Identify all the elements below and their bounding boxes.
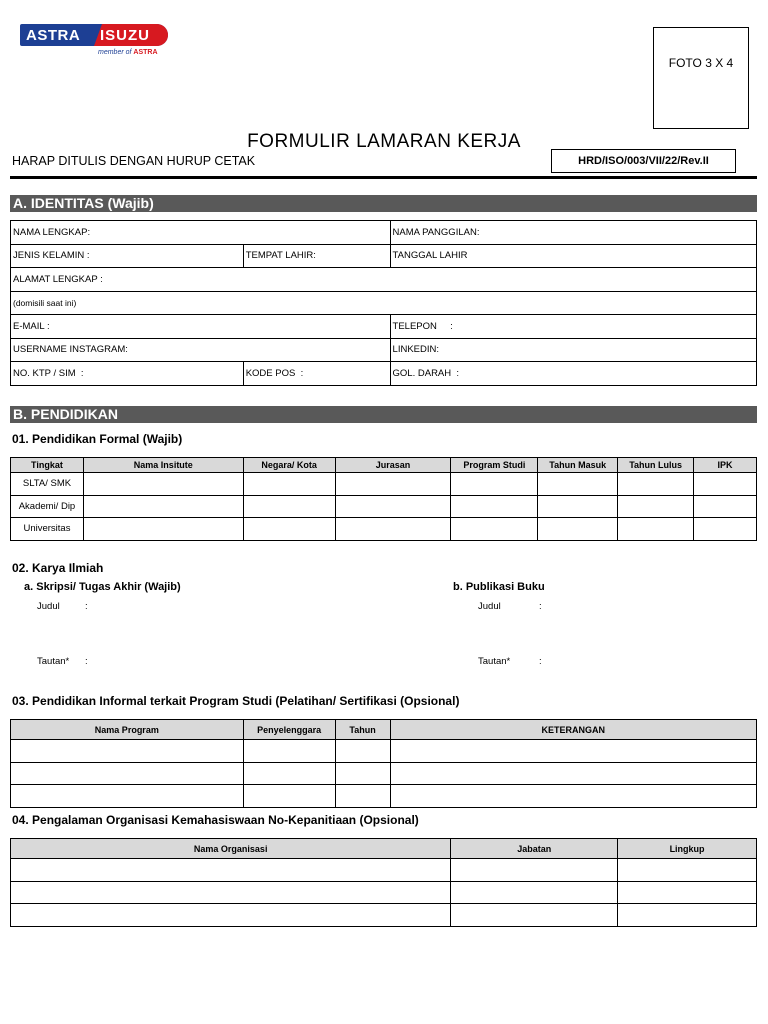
col-program-studi: Program Studi: [451, 458, 538, 473]
logo-isuzu-text: ISUZU: [100, 27, 150, 44]
cell[interactable]: [694, 495, 757, 518]
kode-pos-field[interactable]: KODE POS :: [243, 362, 390, 386]
organization-table: [10, 838, 757, 927]
organization-experience-title: 04. Pengalaman Organisasi Kemahasiswaan No-Kepanitiaan (Opsional): [12, 813, 419, 827]
jenis-kelamin-field[interactable]: JENIS KELAMIN :: [11, 244, 244, 268]
skripsi-title: a. Skripsi/ Tugas Akhir (Wajib): [24, 581, 181, 593]
table-row: [11, 859, 757, 882]
cell[interactable]: [11, 859, 451, 882]
table-row: [11, 785, 757, 808]
cell[interactable]: [618, 518, 694, 541]
cell[interactable]: [390, 762, 756, 785]
cell[interactable]: [83, 473, 243, 496]
table-header-row: [11, 720, 757, 740]
col-nama-program: Nama Program: [11, 720, 244, 740]
col-nama-organisasi: Nama Organisasi: [11, 839, 451, 859]
table-row: [11, 881, 757, 904]
identity-table: [10, 220, 757, 386]
buku-judul-colon: :: [539, 601, 542, 612]
cell[interactable]: [243, 762, 335, 785]
cell[interactable]: [538, 518, 618, 541]
cell[interactable]: [618, 881, 757, 904]
form-title: FORMULIR LAMARAN KERJA: [247, 131, 521, 152]
col-tahun-masuk: Tahun Masuk: [538, 458, 618, 473]
cell[interactable]: [243, 785, 335, 808]
cell[interactable]: [83, 518, 243, 541]
cell[interactable]: [451, 859, 618, 882]
buku-tautan-colon: :: [539, 656, 542, 667]
publikasi-buku-title: b. Publikasi Buku: [453, 581, 545, 593]
skripsi-judul-colon: :: [85, 601, 88, 612]
cell[interactable]: [243, 740, 335, 763]
logo-bar: [20, 24, 168, 46]
col-tahun: Tahun: [335, 720, 390, 740]
linkedin-field[interactable]: LINKEDIN:: [390, 338, 756, 362]
cell[interactable]: [83, 495, 243, 518]
row-label-akademi: Akademi/ Dip: [11, 495, 84, 518]
logo-member-text: member of ASTRA: [98, 49, 158, 56]
skripsi-tautan-colon: :: [85, 656, 88, 667]
document-code: HRD/ISO/003/VII/22/Rev.II: [551, 149, 736, 173]
cell[interactable]: [11, 881, 451, 904]
row-label-universitas: Universitas: [11, 518, 84, 541]
row-label-slta: SLTA/ SMK: [11, 473, 84, 496]
cell[interactable]: [335, 473, 451, 496]
cell[interactable]: [451, 518, 538, 541]
cell[interactable]: [538, 495, 618, 518]
photo-box-label: FOTO 3 X 4: [668, 56, 734, 70]
col-lingkup: Lingkup: [618, 839, 757, 859]
informal-education-title: 03. Pendidikan Informal terkait Program Studi (Pelatihan/ Sertifikasi (Opsional): [12, 694, 460, 708]
informal-education-table: [10, 719, 757, 808]
cell[interactable]: [335, 762, 390, 785]
form-subtitle: HARAP DITULIS DENGAN HURUP CETAK: [12, 154, 256, 168]
cell[interactable]: [243, 473, 335, 496]
cell[interactable]: [451, 495, 538, 518]
cell[interactable]: [335, 785, 390, 808]
table-row: [11, 518, 757, 541]
cell[interactable]: [11, 785, 244, 808]
col-tahun-lulus: Tahun Lulus: [618, 458, 694, 473]
cell[interactable]: [694, 518, 757, 541]
karya-ilmiah-title: 02. Karya Ilmiah: [12, 561, 104, 575]
skripsi-tautan-label: Tautan*: [37, 656, 70, 667]
cell[interactable]: [618, 495, 694, 518]
formal-education-table: [10, 457, 757, 541]
gol-darah-field[interactable]: GOL. DARAH :: [390, 362, 756, 386]
formal-education-title: 01. Pendidikan Formal (Wajib): [12, 432, 183, 446]
table-row: [11, 904, 757, 927]
telepon-field[interactable]: TELEPON :: [390, 315, 756, 339]
col-penyelenggara: Penyelenggara: [243, 720, 335, 740]
cell[interactable]: [451, 881, 618, 904]
cell[interactable]: [451, 473, 538, 496]
table-row: [11, 268, 757, 292]
astra-isuzu-logo: [20, 24, 170, 60]
nama-lengkap-field[interactable]: NAMA LENGKAP:: [11, 221, 391, 245]
table-row: [11, 291, 757, 315]
section-a-header: A. IDENTITAS (Wajib): [10, 195, 757, 212]
tanggal-lahir-field[interactable]: TANGGAL LAHIR: [390, 244, 756, 268]
col-tingkat: Tingkat: [11, 458, 84, 473]
cell[interactable]: [390, 785, 756, 808]
cell[interactable]: [451, 904, 618, 927]
email-field[interactable]: E-MAIL :: [11, 315, 391, 339]
table-row: [11, 362, 757, 386]
section-b-header: B. PENDIDIKAN: [10, 406, 757, 423]
table-row: [11, 244, 757, 268]
buku-judul-label: Judul: [478, 601, 501, 612]
table-row: [11, 473, 757, 496]
skripsi-judul-label: Judul: [37, 601, 60, 612]
table-row: [11, 762, 757, 785]
cell[interactable]: [11, 762, 244, 785]
cell[interactable]: [538, 473, 618, 496]
col-nama-institute: Nama Insitute: [83, 458, 243, 473]
cell[interactable]: [11, 904, 451, 927]
cell[interactable]: [335, 518, 451, 541]
table-header-row: [11, 458, 757, 473]
table-row: [11, 315, 757, 339]
cell[interactable]: [694, 473, 757, 496]
col-jurusan: Jurasan: [335, 458, 451, 473]
col-negara-kota: Negara/ Kota: [243, 458, 335, 473]
table-row: [11, 495, 757, 518]
cell[interactable]: [618, 473, 694, 496]
instagram-field[interactable]: USERNAME INSTAGRAM:: [11, 338, 391, 362]
cell[interactable]: [335, 740, 390, 763]
table-row: [11, 338, 757, 362]
cell[interactable]: [390, 740, 756, 763]
col-jabatan: Jabatan: [451, 839, 618, 859]
logo-astra-text: ASTRA: [26, 27, 81, 44]
domisili-field[interactable]: (domisili saat ini): [11, 291, 757, 315]
table-row: [11, 221, 757, 245]
buku-tautan-label: Tautan*: [478, 656, 511, 667]
cell[interactable]: [618, 859, 757, 882]
cell[interactable]: [335, 495, 451, 518]
col-keterangan: KETERANGAN: [390, 720, 756, 740]
alamat-field[interactable]: ALAMAT LENGKAP :: [11, 268, 757, 292]
photo-box[interactable]: [653, 27, 749, 129]
ktp-field[interactable]: NO. KTP / SIM :: [11, 362, 244, 386]
cell[interactable]: [11, 740, 244, 763]
cell[interactable]: [243, 495, 335, 518]
header-divider: [10, 176, 757, 179]
table-header-row: [11, 839, 757, 859]
table-row: [11, 740, 757, 763]
cell[interactable]: [618, 904, 757, 927]
tempat-lahir-field[interactable]: TEMPAT LAHIR:: [243, 244, 390, 268]
nama-panggilan-field[interactable]: NAMA PANGGILAN:: [390, 221, 756, 245]
cell[interactable]: [243, 518, 335, 541]
col-ipk: IPK: [694, 458, 757, 473]
